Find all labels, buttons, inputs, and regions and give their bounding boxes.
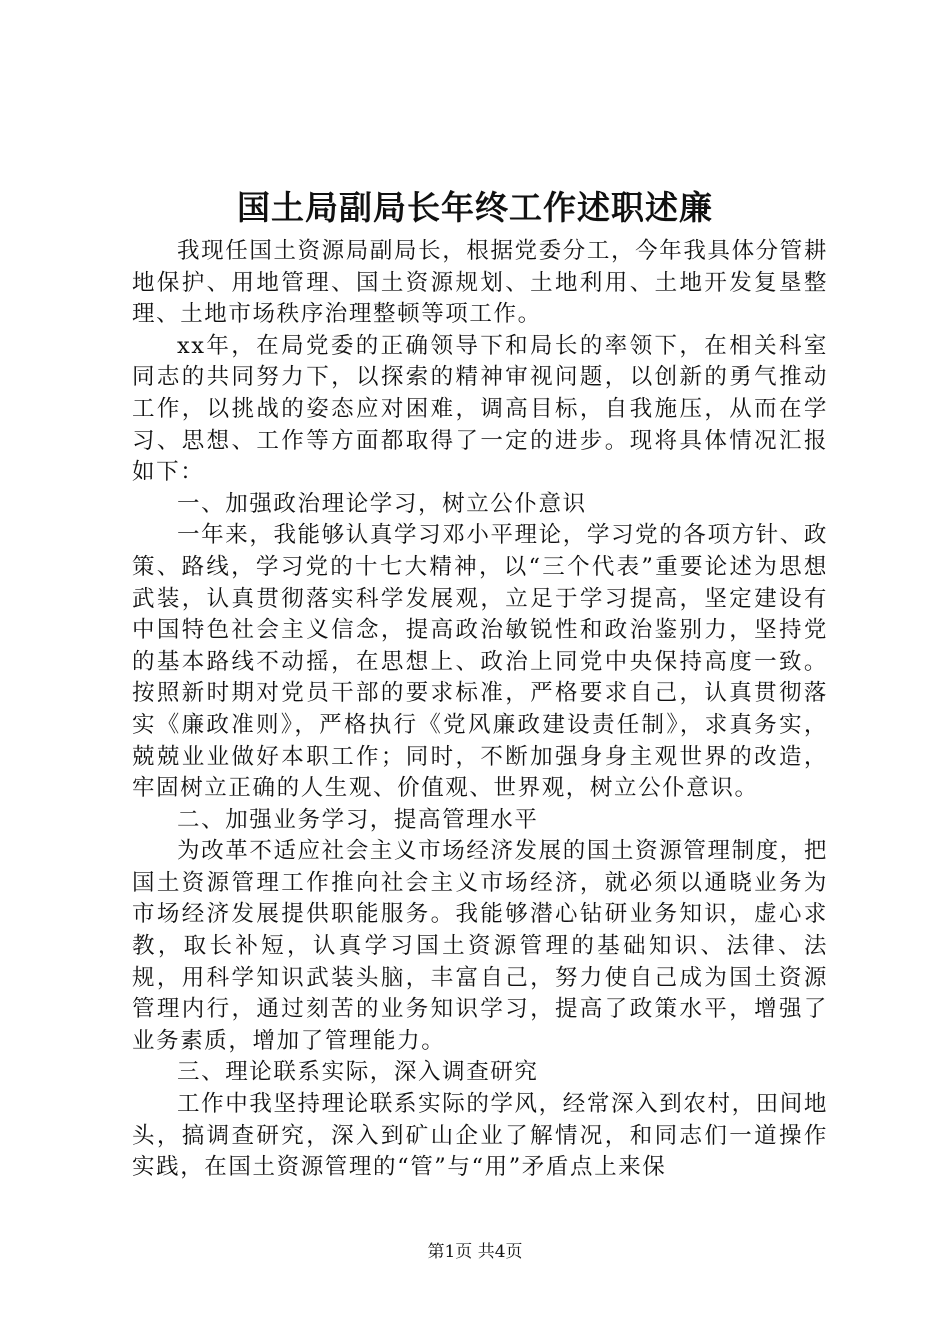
document-body	[132, 236, 828, 1184]
paragraph-section-2: 为改革不适应社会主义市场经济发展的国土资源管理制度，把国土资源管理工作推向社会主义市场经济，就必须以通晓业务为市场经济发展提供职能服务。我能够潜心钻研业务知识，虚心求教，取长补短，认真学习国土资源管理的基础知识、法律、法规，用科学知识武装头脑，丰富自己，努力使自己成为国土资源管理内行，通过刻苦的业务知识学习，提高了政策水平，增强了业务素质，增加了管理能力。	[132, 838, 828, 1054]
paragraph-section-3: 工作中我坚持理论联系实际的学风，经常深入到农村，田间地头，搞调查研究，深入到矿山企业了解情况，和同志们一道操作实践，在国土资源管理的“管”与“用”矛盾点上来保	[132, 1091, 828, 1181]
paragraph-section-1: 一年来，我能够认真学习邓小平理论，学习党的各项方针、政策、路线，学习党的十七大精神，以“三个代表”重要论述为思想武装，认真贯彻落实科学发展观，立足于学习提高，坚定建设有中国特色社会主义信念，提高政治敏锐性和政治鉴别力，坚持党的基本路线不动摇，在思想上、政治上同党中央保持高度一致。按照新时期对党员干部的要求标准，严格要求自己，认真贯彻落实《廉政准则》，严格执行《党风廉政建设责任制》，求真务实，兢兢业业做好本职工作；同时，不断加强身身主观世界的改造，牢固树立正确的人生观、价值观、世界观，树立公仆意识。	[132, 522, 828, 802]
section-heading-3: 三、理论联系实际，深入调查研究	[177, 1059, 539, 1086]
section-heading-1: 一、加强政治理论学习，树立公仆意识	[177, 490, 587, 517]
section-heading-2: 二、加强业务学习，提高管理水平	[177, 806, 539, 833]
paragraph-intro: 我现任国土资源局副局长，根据党委分工，今年我具体分管耕地保护、用地管理、国土资源规划、土地利用、土地开发复垦整理、土地市场秩序治理整顿等项工作。	[132, 238, 828, 328]
document-title: 国土局副局长年终工作述职述廉	[237, 188, 713, 227]
paragraph-summary: xx年，在局党委的正确领导下和局长的率领下，在相关科室同志的共同努力下，以探索的精神审视问题，以创新的勇气推动工作，以挑战的姿态应对困难，调高目标，自我施压，从而在学习、思想、工作等方面都取得了一定的进步。现将具体情况汇报如下：	[132, 332, 828, 486]
page-number-footer: 第1页 共4页	[427, 1242, 523, 1262]
